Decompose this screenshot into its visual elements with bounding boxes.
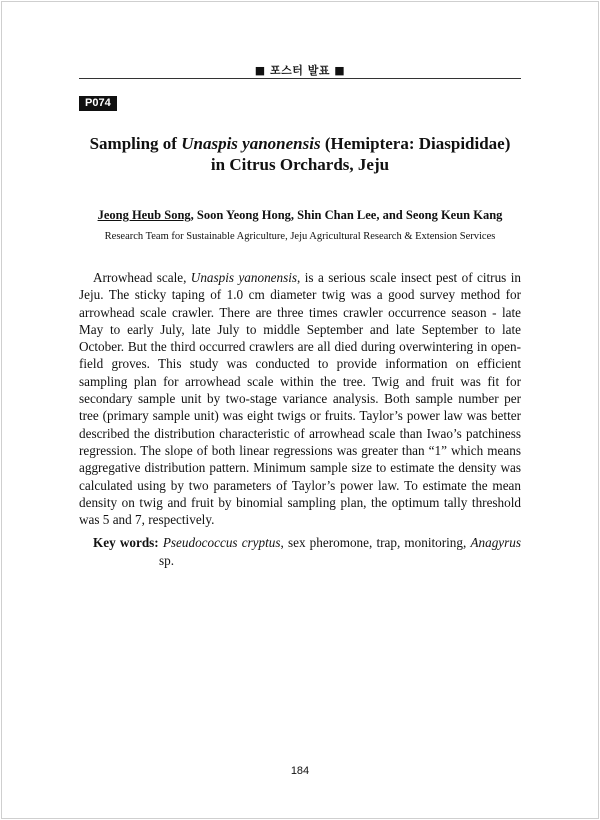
title-line-2: in Citrus Orchards, Jeju [210, 155, 390, 174]
keywords-end: sp. [159, 552, 175, 568]
abstract-species: Unaspis yanonensis [190, 270, 298, 285]
author-list [79, 208, 521, 223]
section-header: ■ 포스터 발표 ■ [254, 64, 346, 77]
poster-code-badge: P074 [79, 96, 117, 111]
keywords-middle: , sex pheromone, trap, monitoring, [280, 535, 471, 550]
header-rule [79, 78, 521, 79]
keywords-label: Key words: [93, 535, 159, 550]
page-number: 184 [290, 765, 310, 777]
affiliation: Research Team for Sustainable Agriculture, Jeju Agricultural Research & Extension Services [104, 231, 496, 242]
presenting-author: Jeong Heub Song [97, 208, 191, 222]
keyword-species-2: Anagyrus [470, 535, 522, 550]
paper-title [79, 133, 521, 175]
title-part-2: (Hemiptera: Diaspididae) [320, 134, 511, 153]
abstract-lead: Arrowhead scale, [93, 270, 191, 285]
co-authors: , Soon Yeong Hong, Shin Chan Lee, and Seong Keun Kang [190, 208, 503, 222]
keyword-species-1: Pseudococcus cryptus [162, 535, 281, 550]
abstract-text [79, 269, 521, 528]
title-species: Unaspis yanonensis [181, 134, 321, 153]
abstract-body: , is a serious scale insect pest of citrus in Jeju. The sticky taping of 1.0 cm diameter twig was a good survey method for arrowhead scale crawler. There are three times crawler occurrence season - late May to early July, late July to middle September and late September to late October. But the third occurred crawlers are all died during overwintering in open-field groves. This study was conducted to provide information on efficient sampling plan for arrowhead scale within the tree. Twig and fruit was fit for secondary sample unit by two-stage variance analysis. Both sample number per tree (primary sample unit) was eight twigs or fruits. Taylor’s power law was better described the distribution characteristic of arrowhead scale than Iwao’s patchiness regression. The slope of both linear regressions was greater than “1” which means aggregative distribution pattern. Minimum sample size to estimate the density was calculated using by two parameters of Taylor’s power law. To estimate the mean density on twig and fruit by binomial sampling plan, the optimum tally threshold was 5 and 7, respectively. [79, 270, 521, 528]
title-part-1: Sampling of [89, 134, 182, 153]
keywords [93, 534, 521, 569]
